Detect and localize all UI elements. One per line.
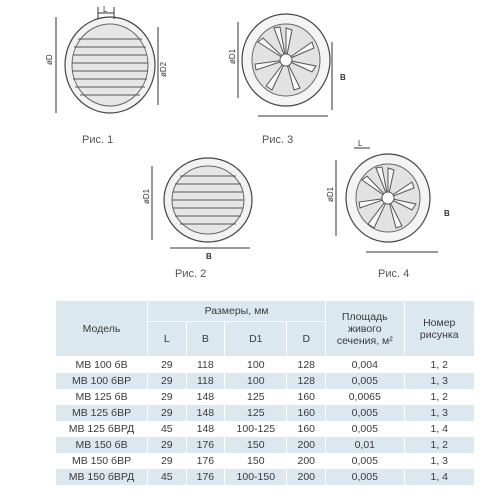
figure-4-d1-label: øD1 — [326, 186, 335, 202]
cell-b: 148 — [186, 389, 225, 405]
cell-b: 176 — [186, 469, 225, 485]
figure-1-l-label: L — [103, 5, 108, 14]
cell-model: МВ 125 бВ — [56, 389, 148, 405]
cell-b: 118 — [186, 357, 225, 374]
cell-l: 29 — [148, 373, 187, 389]
cell-d1: 100-125 — [225, 421, 287, 437]
figure-2-caption: Рис. 2 — [175, 268, 207, 280]
cell-model: МВ 100 бВР — [56, 373, 148, 389]
cell-l: 29 — [148, 437, 187, 453]
header-figure-line1: Номер — [423, 316, 456, 329]
cell-d1: 100 — [225, 373, 287, 389]
cell-b: 148 — [186, 421, 225, 437]
cell-area: 0,005 — [326, 469, 404, 485]
header-model: Модель — [56, 301, 148, 357]
figure-4-b-label: B — [444, 209, 450, 218]
figure-1 — [40, 5, 170, 130]
figure-1-d-label: øD — [45, 54, 54, 65]
cell-d: 160 — [287, 389, 326, 405]
cell-model: МВ 150 бВРД — [56, 469, 148, 485]
cell-figure: 1, 2 — [404, 357, 475, 374]
header-l: L — [148, 322, 187, 357]
table-row — [56, 469, 475, 485]
header-b: B — [186, 322, 225, 357]
figure-4-caption: Рис. 4 — [378, 268, 410, 280]
figure-3-b-label: B — [340, 73, 346, 82]
cell-model: МВ 150 бВР — [56, 453, 148, 469]
cell-d1: 150 — [225, 437, 287, 453]
table-row — [56, 405, 475, 421]
header-area-line3: сечения, м² — [336, 334, 393, 347]
cell-model: МВ 150 бВ — [56, 437, 148, 453]
cell-figure: 1, 3 — [404, 373, 475, 389]
cell-figure: 1, 4 — [404, 469, 475, 485]
cell-d1: 100 — [225, 357, 287, 374]
figure-1-drawing — [40, 5, 170, 130]
cell-model: МВ 125 бВРД — [56, 421, 148, 437]
cell-d1: 150 — [225, 453, 287, 469]
header-figure-line2: рисунка — [419, 328, 459, 341]
cell-area: 0,0065 — [326, 389, 404, 405]
cell-figure: 1, 2 — [404, 389, 475, 405]
cell-d: 200 — [287, 469, 326, 485]
figure-2-drawing — [140, 148, 270, 263]
cell-d: 128 — [287, 373, 326, 389]
cell-area: 0,004 — [326, 357, 404, 374]
figure-4 — [326, 140, 456, 265]
figure-3-d1-label: øD1 — [228, 48, 237, 64]
cell-b: 118 — [186, 373, 225, 389]
cell-l: 29 — [148, 357, 187, 374]
table-row — [56, 357, 475, 374]
cell-d1: 125 — [225, 405, 287, 421]
cell-area: 0,005 — [326, 373, 404, 389]
cell-d: 160 — [287, 405, 326, 421]
cell-l: 45 — [148, 421, 187, 437]
cell-b: 148 — [186, 405, 225, 421]
cell-model: МВ 100 бВ — [56, 357, 148, 374]
cell-l: 29 — [148, 389, 187, 405]
cell-l: 29 — [148, 405, 187, 421]
header-sizes: Размеры, мм — [148, 301, 326, 322]
figure-3-caption: Рис. 3 — [262, 134, 294, 146]
figure-4-drawing — [326, 140, 456, 265]
spec-table — [55, 300, 475, 485]
figure-1-caption: Рис. 1 — [82, 134, 114, 146]
table-row — [56, 437, 475, 453]
cell-l: 45 — [148, 469, 187, 485]
figure-2-b-label: B — [206, 252, 212, 261]
header-d1: D1 — [225, 322, 287, 357]
cell-d: 200 — [287, 437, 326, 453]
cell-figure: 1, 3 — [404, 405, 475, 421]
table-row — [56, 373, 475, 389]
table-row — [56, 389, 475, 405]
cell-model: МВ 125 бВР — [56, 405, 148, 421]
cell-b: 176 — [186, 437, 225, 453]
cell-b: 176 — [186, 453, 225, 469]
cell-area: 0,01 — [326, 437, 404, 453]
table-row — [56, 421, 475, 437]
header-area — [326, 301, 404, 357]
table-row — [56, 453, 475, 469]
cell-d: 160 — [287, 421, 326, 437]
figure-2 — [140, 148, 270, 263]
cell-figure: 1, 4 — [404, 421, 475, 437]
cell-figure: 1, 2 — [404, 437, 475, 453]
cell-l: 29 — [148, 453, 187, 469]
header-d: D — [287, 322, 326, 357]
header-area-line2: живого — [347, 322, 382, 335]
cell-figure: 1, 3 — [404, 453, 475, 469]
header-area-line1: Площадь — [341, 310, 388, 323]
figure-1-d2-label: øD2 — [159, 61, 168, 77]
figure-3-drawing — [228, 2, 358, 132]
cell-area: 0,005 — [326, 405, 404, 421]
cell-area: 0,005 — [326, 421, 404, 437]
cell-d1: 100-150 — [225, 469, 287, 485]
cell-d: 128 — [287, 357, 326, 374]
header-figure — [404, 301, 475, 357]
cell-area: 0,005 — [326, 453, 404, 469]
figure-3 — [228, 2, 358, 132]
cell-d: 200 — [287, 453, 326, 469]
figure-2-d1-label: øD1 — [142, 188, 151, 204]
figure-4-l-label: L — [358, 140, 363, 148]
cell-d1: 125 — [225, 389, 287, 405]
